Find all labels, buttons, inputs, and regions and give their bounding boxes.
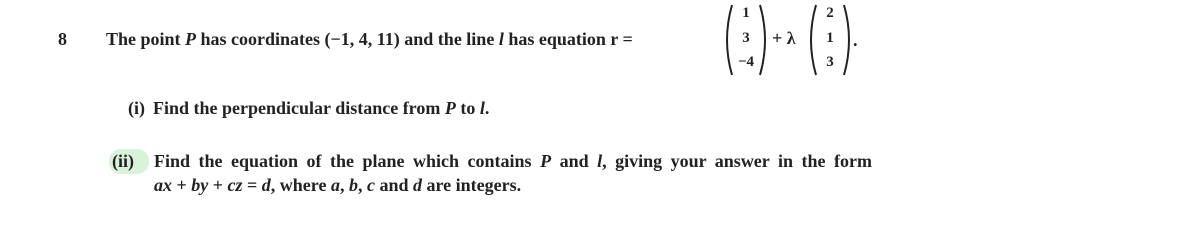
position-vector-y: 3 <box>742 30 750 46</box>
coef-b: b <box>348 175 358 195</box>
form-by: by <box>191 175 209 195</box>
equation-end-dot: . <box>853 30 858 50</box>
form-plus-1: + <box>176 175 187 195</box>
part-ii-where: , where <box>270 175 327 195</box>
part-ii-line-1 <box>154 151 872 172</box>
part-i-end: . <box>484 98 490 118</box>
direction-vector-x: 2 <box>826 5 834 21</box>
part-i-line-l: l <box>479 98 485 118</box>
part-ii-line-2 <box>154 175 521 196</box>
form-plus-2: + <box>212 175 224 195</box>
direction-vector-y: 1 <box>826 30 834 46</box>
form-equals: = <box>247 175 258 195</box>
coef-c: c <box>366 175 375 195</box>
and-2: and <box>379 175 409 195</box>
part-ii-text-1: Find the equation of the plane which contains <box>154 151 532 171</box>
position-vector-x: 1 <box>742 5 750 21</box>
coef-a: a <box>330 175 340 195</box>
coef-d: d <box>412 175 422 195</box>
part-ii-end: are integers. <box>426 175 522 195</box>
point-p: P <box>185 29 197 49</box>
vector-equation <box>574 0 954 78</box>
stem-text-2: has coordinates (−1, 4, 11) and the line <box>200 29 495 49</box>
form-d: d <box>261 175 271 195</box>
question-stem <box>106 29 633 50</box>
form-ax: ax <box>154 175 172 195</box>
direction-vector-z: 3 <box>826 54 834 70</box>
part-i-text <box>153 98 489 119</box>
position-vector <box>722 3 770 77</box>
part-ii-line-l: l <box>597 151 603 171</box>
comma-1: , <box>339 175 345 195</box>
part-ii-point-p: P <box>540 151 552 171</box>
direction-vector <box>806 3 854 77</box>
part-ii-label: (ii) <box>112 151 134 171</box>
part-ii-text-2: , giving your answer in the form <box>602 151 872 171</box>
part-i-text-1: Find the perpendicular distance from <box>153 98 441 118</box>
part-i-point-p: P <box>444 98 456 118</box>
part-i-label: (i) <box>128 98 145 118</box>
stem-text-1: The point <box>106 29 181 49</box>
position-vector-z: −4 <box>737 54 755 70</box>
stem-text-3: has equation r = <box>508 29 633 49</box>
part-ii-and: and <box>559 151 589 171</box>
question-number: 8 <box>58 29 67 49</box>
comma-2: , <box>357 175 363 195</box>
line-l: l <box>498 29 504 49</box>
part-i-to: to <box>460 98 476 118</box>
form-cz: cz <box>227 175 243 195</box>
plus-lambda: + λ <box>772 28 796 48</box>
